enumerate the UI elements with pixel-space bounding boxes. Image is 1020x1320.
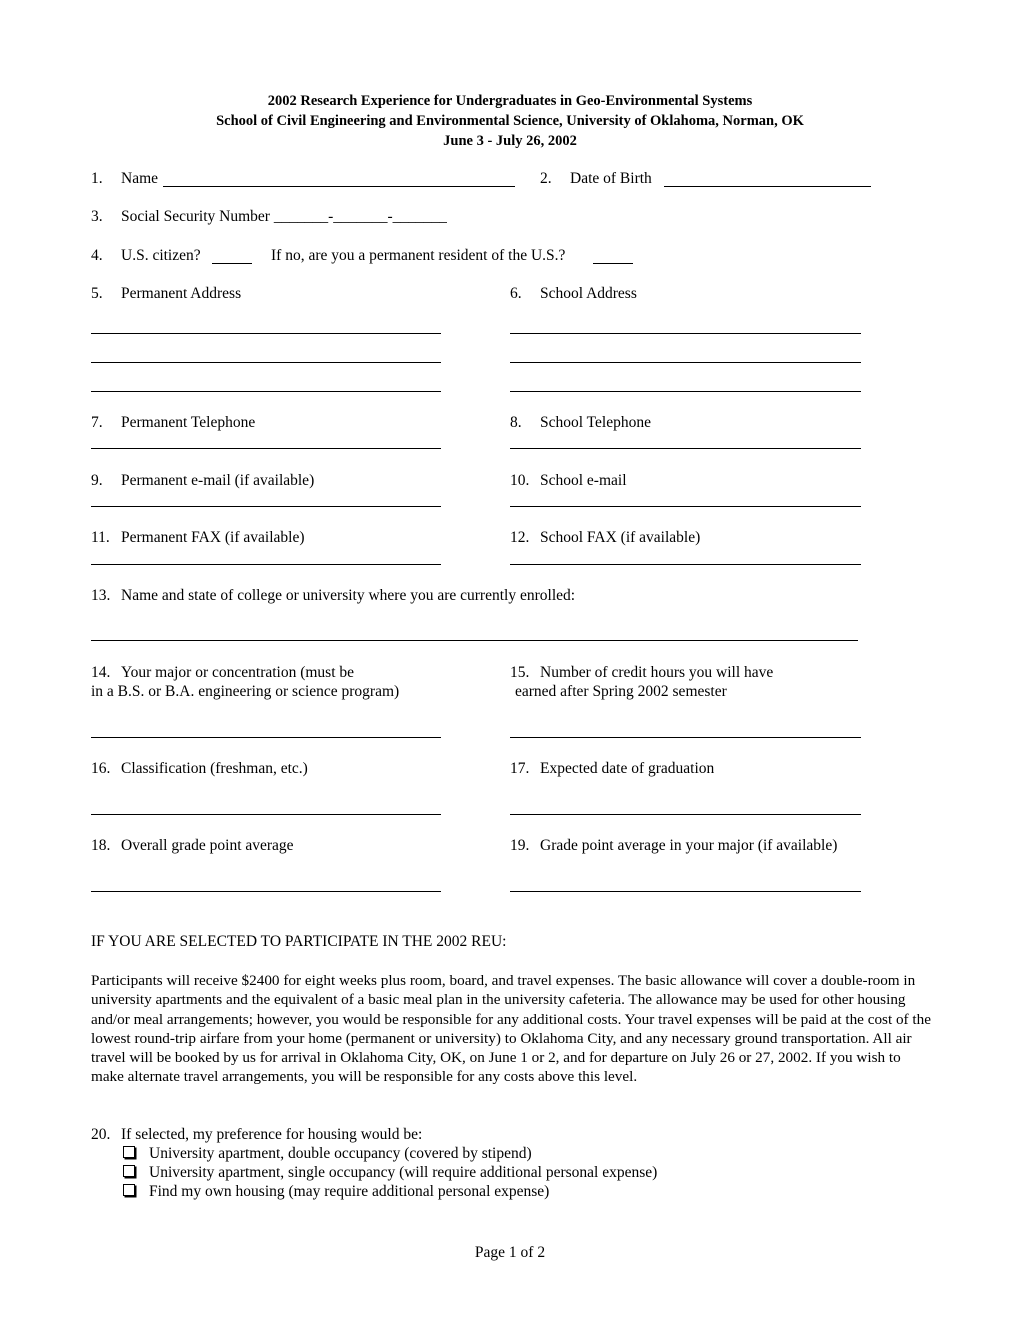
- q4-label-2: If no, are you a permanent resident of the U.S.?: [271, 247, 566, 264]
- school-fax-field[interactable]: [510, 564, 861, 565]
- q16-label: 16. Classification (freshman, etc.): [91, 760, 308, 777]
- permanent-resident-field[interactable]: [593, 263, 633, 264]
- q15-label-2: earned after Spring 2002 semester: [515, 683, 727, 700]
- title-line-2: School of Civil Engineering and Environmental Science, University of Oklahoma, Norman, OK: [216, 113, 804, 129]
- checkbox-icon[interactable]: [123, 1184, 135, 1196]
- classification-field[interactable]: [91, 814, 441, 815]
- title-line-1: 2002 Research Experience for Undergraduates in Geo-Environmental Systems: [267, 93, 753, 109]
- school-address-line-1[interactable]: [510, 333, 861, 334]
- participation-paragraph: Participants will receive $2400 for eight weeks plus room, board, and travel expenses. The basic allowance will cover a double-room in university apartments and the equivalent of a basic meal plan in the university cafeteria. The allowance may be used for other housing and/or meal arrangements; however, you would be responsible for any additional costs. Your travel expenses will be paid at the cost of the lowest round-trip airfare from your home (permanent or university) to Oklahoma City, and any necessary ground transportation. All air travel will be booked by us for arrival in Oklahoma City, OK, on June 1 or 2, and for departure on July 26 or 27, 2002. If you wish to make alternate travel arrangements, you will be responsible for any costs above this level.: [91, 972, 931, 1086]
- q14-label-2: in a B.S. or B.A. engineering or science program): [91, 683, 400, 700]
- ssn-field[interactable]: _______-_______-_______: [273, 208, 447, 225]
- checkbox-icon[interactable]: [123, 1146, 135, 1158]
- q1-label: 1. Name: [91, 170, 159, 187]
- major-field[interactable]: [91, 737, 441, 738]
- q10-label: 10. School e-mail: [510, 472, 627, 489]
- q20-label: 20. If selected, my preference for housing would be:: [91, 1126, 423, 1143]
- q7-label: 7. Permanent Telephone: [91, 414, 256, 431]
- q12-label: 12. School FAX (if available): [510, 529, 701, 546]
- q14-label: 14. Your major or concentration (must be: [91, 664, 355, 681]
- q19-label: 19. Grade point average in your major (if available): [510, 837, 838, 854]
- q2-label: 2. Date of Birth: [540, 170, 652, 187]
- graduation-date-field[interactable]: [510, 814, 861, 815]
- date-of-birth-field[interactable]: [664, 186, 871, 187]
- school-email-field[interactable]: [510, 506, 861, 507]
- q13-label: 13. Name and state of college or university where you are currently enrolled:: [91, 587, 576, 604]
- q11-label: 11. Permanent FAX (if available): [91, 529, 305, 546]
- school-address-line-3[interactable]: [510, 391, 861, 392]
- q15-label: 15. Number of credit hours you will have: [510, 664, 774, 681]
- q17-label: 17. Expected date of graduation: [510, 760, 715, 777]
- housing-option-2[interactable]: University apartment, single occupancy (will require additional personal expense): [123, 1163, 657, 1182]
- page-number: Page 1 of 2: [474, 1244, 546, 1261]
- housing-option-3[interactable]: Find my own housing (may require additional personal expense): [123, 1182, 549, 1201]
- q6-label: 6. School Address: [510, 285, 637, 302]
- q4-label: 4. U.S. citizen?: [91, 247, 201, 264]
- permanent-address-line-1[interactable]: [91, 333, 441, 334]
- section-heading: IF YOU ARE SELECTED TO PARTICIPATE IN THE 2002 REU:: [91, 933, 507, 950]
- school-telephone-field[interactable]: [510, 448, 861, 449]
- q9-label: 9. Permanent e-mail (if available): [91, 472, 315, 489]
- permanent-telephone-field[interactable]: [91, 448, 441, 449]
- overall-gpa-field[interactable]: [91, 891, 441, 892]
- permanent-address-line-2[interactable]: [91, 362, 441, 363]
- q3-label: 3. Social Security Number _______-_______-_______: [91, 208, 447, 225]
- q5-label: 5. Permanent Address: [91, 285, 242, 302]
- permanent-fax-field[interactable]: [91, 564, 441, 565]
- q8-label: 8. School Telephone: [510, 414, 651, 431]
- name-field[interactable]: [163, 186, 515, 187]
- q18-label: 18. Overall grade point average: [91, 837, 294, 854]
- title-line-3: June 3 - July 26, 2002: [443, 133, 577, 149]
- us-citizen-field[interactable]: [212, 263, 252, 264]
- college-field[interactable]: [91, 640, 858, 641]
- checkbox-icon[interactable]: [123, 1165, 135, 1177]
- permanent-email-field[interactable]: [91, 506, 441, 507]
- major-gpa-field[interactable]: [510, 891, 861, 892]
- school-address-line-2[interactable]: [510, 362, 861, 363]
- housing-option-1[interactable]: University apartment, double occupancy (covered by stipend): [123, 1144, 532, 1163]
- permanent-address-line-3[interactable]: [91, 391, 441, 392]
- credit-hours-field[interactable]: [510, 737, 861, 738]
